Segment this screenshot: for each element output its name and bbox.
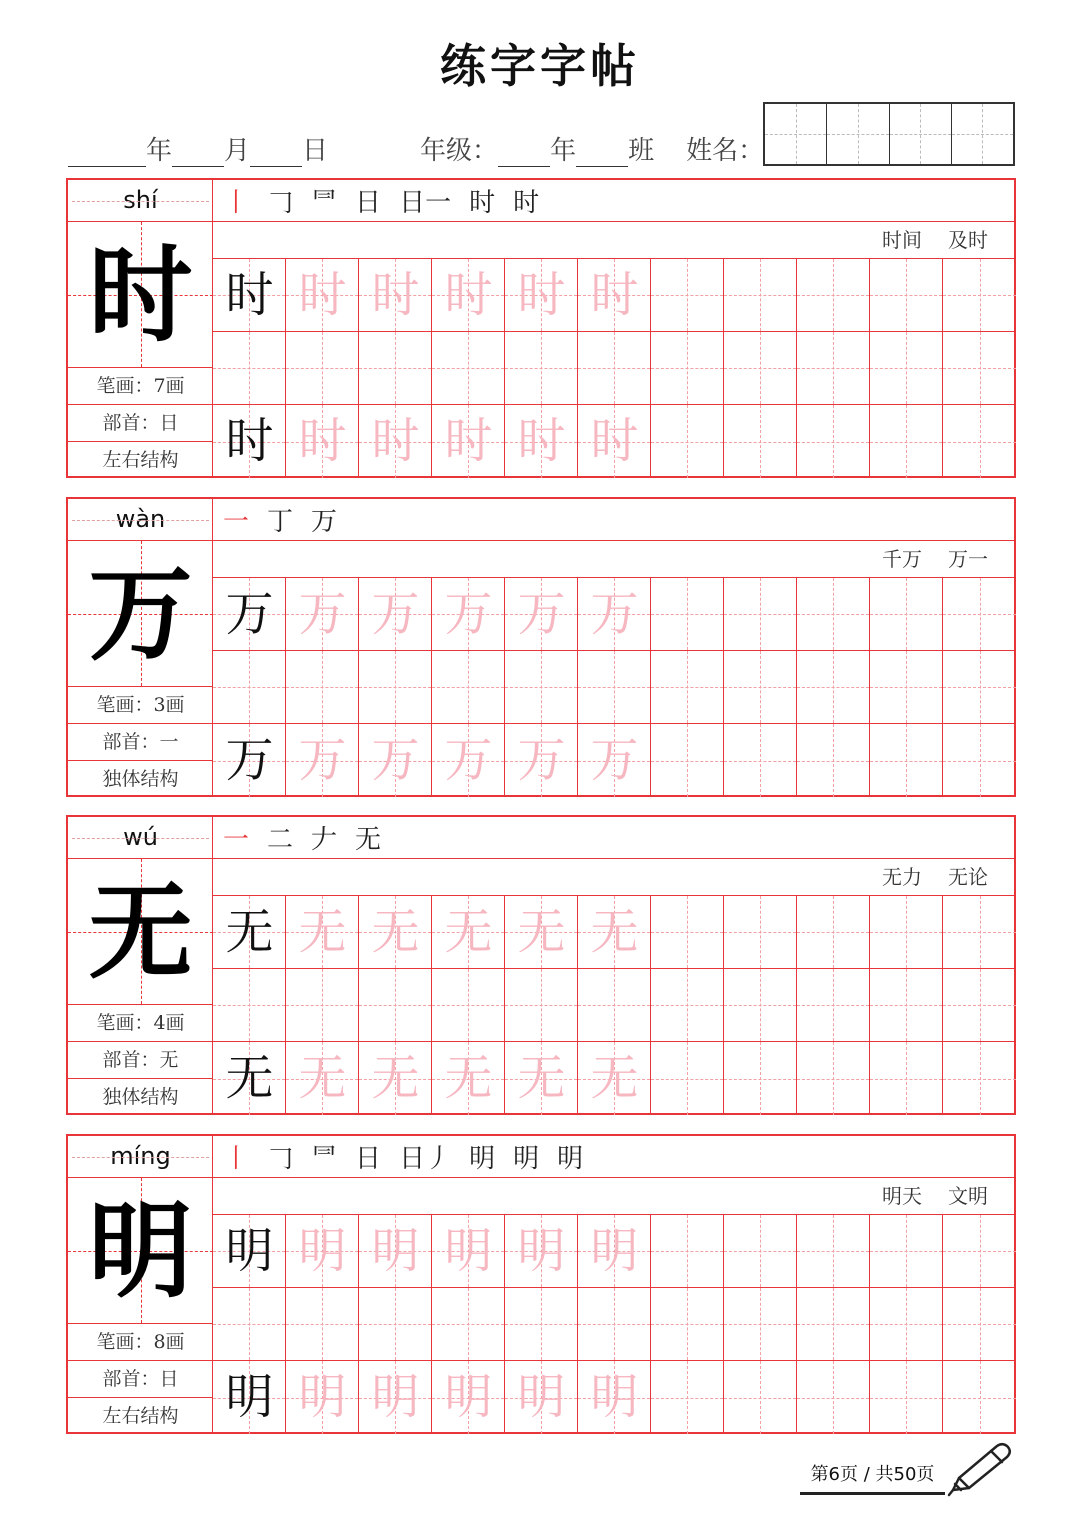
trace-char: 明 — [371, 1223, 420, 1279]
practice-cell[interactable] — [213, 1288, 286, 1361]
grade-label: 年级： — [420, 136, 499, 166]
trace-char: 时 — [517, 267, 566, 323]
trace-char: 万 — [590, 586, 639, 642]
practice-cell[interactable] — [943, 332, 1016, 405]
practice-cell[interactable] — [724, 651, 797, 724]
practice-cell[interactable] — [651, 724, 724, 797]
practice-cell[interactable] — [651, 1361, 724, 1434]
practice-cell[interactable] — [505, 332, 578, 405]
trace-char: 明 — [590, 1369, 639, 1425]
practice-cell[interactable] — [213, 969, 286, 1042]
trace-char: 明 — [371, 1369, 420, 1425]
stroke-step: ⺜ — [311, 188, 338, 218]
practice-cell[interactable] — [943, 259, 1016, 332]
practice-cell[interactable] — [651, 1042, 724, 1115]
practice-cell[interactable] — [943, 405, 1016, 478]
practice-cell[interactable] — [213, 259, 286, 332]
stroke-order — [213, 1136, 1014, 1178]
sample-char: 明 — [225, 1369, 274, 1425]
name-box[interactable] — [765, 104, 827, 164]
practice-column — [213, 180, 1014, 476]
practice-cell[interactable] — [213, 724, 286, 797]
practice-cell[interactable] — [213, 405, 286, 478]
practice-cell[interactable] — [870, 1361, 943, 1434]
trace-char: 明 — [590, 1223, 639, 1279]
practice-cell[interactable] — [286, 724, 359, 797]
practice-column — [213, 1136, 1014, 1432]
stroke-step: 一 — [223, 825, 250, 855]
stroke-step: 二 — [267, 825, 294, 855]
practice-cell[interactable] — [724, 259, 797, 332]
practice-cell[interactable] — [724, 724, 797, 797]
example-words — [213, 541, 1014, 578]
practice-cell[interactable] — [286, 1042, 359, 1115]
practice-cell[interactable] — [797, 1361, 870, 1434]
sample-char: 时 — [225, 413, 274, 469]
year-label: 年 — [146, 136, 173, 166]
practice-cell[interactable] — [724, 405, 797, 478]
stroke-step: 丁 — [267, 507, 294, 537]
practice-cell[interactable] — [505, 896, 578, 969]
trace-char: 无 — [517, 904, 566, 960]
practice-cell[interactable] — [578, 1042, 651, 1115]
practice-cell[interactable] — [359, 651, 432, 724]
practice-cell[interactable] — [578, 896, 651, 969]
trace-char: 万 — [371, 732, 420, 788]
practice-cell[interactable] — [578, 969, 651, 1042]
model-char: 无 — [88, 870, 193, 993]
model-char: 万 — [88, 552, 193, 675]
practice-cell[interactable] — [797, 1215, 870, 1288]
stroke-step: 明 — [469, 1144, 496, 1174]
class-label: 班 — [628, 136, 655, 166]
practice-cell[interactable] — [505, 724, 578, 797]
char-block — [66, 1134, 1016, 1434]
sample-char: 万 — [225, 732, 274, 788]
char-block — [66, 497, 1016, 797]
trace-char: 无 — [298, 1050, 347, 1106]
stroke-step: 日丿 — [399, 1144, 452, 1174]
model-char-box — [68, 859, 213, 1005]
practice-cell[interactable] — [578, 1361, 651, 1434]
grade-blank[interactable] — [498, 139, 550, 167]
practice-cell[interactable] — [286, 332, 359, 405]
practice-cell[interactable] — [359, 1042, 432, 1115]
example-word: 文明 — [948, 1184, 988, 1208]
practice-cell[interactable] — [432, 651, 505, 724]
practice-cell[interactable] — [505, 259, 578, 332]
model-char: 明 — [88, 1189, 193, 1312]
practice-cell[interactable] — [797, 651, 870, 724]
practice-cell[interactable] — [724, 896, 797, 969]
trace-char: 无 — [517, 1050, 566, 1106]
practice-cell[interactable] — [286, 1361, 359, 1434]
example-word: 无力 — [882, 865, 922, 889]
practice-cell[interactable] — [359, 1361, 432, 1434]
practice-cell[interactable] — [432, 332, 505, 405]
practice-column — [213, 499, 1014, 795]
stroke-count: 笔画：3画 — [68, 687, 213, 724]
structure: 独体结构 — [102, 1086, 179, 1108]
trace-char: 万 — [371, 586, 420, 642]
radical: 部首：一 — [68, 724, 213, 761]
trace-char: 万 — [517, 732, 566, 788]
practice-cell[interactable] — [432, 1215, 505, 1288]
practice-cell[interactable] — [651, 332, 724, 405]
trace-char: 万 — [298, 732, 347, 788]
practice-cell[interactable] — [797, 896, 870, 969]
trace-char: 无 — [444, 1050, 493, 1106]
trace-char: 时 — [590, 267, 639, 323]
trace-char: 时 — [444, 413, 493, 469]
practice-cell[interactable] — [578, 332, 651, 405]
practice-cell[interactable] — [943, 1361, 1016, 1434]
page-number: 第6页 / 共50页 — [800, 1460, 945, 1495]
practice-grid — [213, 578, 1016, 797]
practice-column — [213, 817, 1014, 1113]
stroke-step: ⺜ — [311, 1144, 338, 1174]
practice-cell[interactable] — [651, 969, 724, 1042]
sample-char: 无 — [225, 1050, 274, 1106]
practice-cell[interactable] — [359, 405, 432, 478]
practice-cell[interactable] — [213, 332, 286, 405]
trace-char: 无 — [298, 904, 347, 960]
example-words — [213, 1178, 1014, 1215]
trace-char: 时 — [590, 413, 639, 469]
practice-cell[interactable] — [286, 405, 359, 478]
practice-cell[interactable] — [578, 1215, 651, 1288]
name-label: 姓名： — [686, 136, 765, 166]
practice-cell[interactable] — [724, 1288, 797, 1361]
trace-char: 明 — [444, 1369, 493, 1425]
practice-cell[interactable] — [870, 1288, 943, 1361]
practice-cell[interactable] — [432, 578, 505, 651]
example-word: 时间 — [882, 228, 922, 252]
stroke-count: 笔画：7画 — [68, 368, 213, 405]
practice-cell[interactable] — [359, 724, 432, 797]
practice-cell[interactable] — [870, 578, 943, 651]
practice-cell[interactable] — [432, 1361, 505, 1434]
trace-char: 无 — [444, 904, 493, 960]
practice-cell[interactable] — [505, 578, 578, 651]
practice-cell[interactable] — [359, 578, 432, 651]
structure: 左右结构 — [102, 1405, 179, 1427]
practice-cell[interactable] — [505, 1288, 578, 1361]
page-title: 练字字帖 — [440, 39, 640, 93]
practice-cell[interactable] — [578, 405, 651, 478]
practice-cell[interactable] — [943, 896, 1016, 969]
class-blank[interactable] — [576, 139, 628, 167]
practice-cell[interactable] — [505, 405, 578, 478]
model-char-box — [68, 1178, 213, 1324]
practice-grid — [213, 1215, 1016, 1434]
practice-cell[interactable] — [943, 724, 1016, 797]
trace-char: 明 — [298, 1223, 347, 1279]
radical: 部首：日 — [68, 405, 213, 442]
pen-icon — [945, 1440, 1015, 1498]
practice-cell[interactable] — [870, 405, 943, 478]
stroke-step: 日 — [355, 1144, 382, 1174]
practice-cell[interactable] — [578, 578, 651, 651]
practice-cell[interactable] — [286, 578, 359, 651]
practice-cell[interactable] — [797, 969, 870, 1042]
practice-cell[interactable] — [505, 1215, 578, 1288]
practice-cell[interactable] — [286, 259, 359, 332]
practice-cell[interactable] — [797, 578, 870, 651]
radical: 部首：日 — [68, 1361, 213, 1398]
practice-cell[interactable] — [870, 1215, 943, 1288]
practice-cell[interactable] — [213, 1361, 286, 1434]
trace-char: 万 — [590, 732, 639, 788]
practice-cell[interactable] — [359, 1215, 432, 1288]
practice-cell[interactable] — [943, 651, 1016, 724]
sample-char: 万 — [225, 586, 274, 642]
practice-cell[interactable] — [651, 259, 724, 332]
practice-cell[interactable] — [797, 1288, 870, 1361]
practice-cell[interactable] — [943, 1215, 1016, 1288]
char-block — [66, 178, 1016, 478]
trace-char: 无 — [590, 1050, 639, 1106]
stroke-step: 日 — [355, 188, 382, 218]
practice-cell[interactable] — [797, 1042, 870, 1115]
trace-char: 时 — [298, 267, 347, 323]
stroke-step: 丨 — [223, 1144, 250, 1174]
char-info-column — [68, 817, 213, 1113]
trace-char: 时 — [444, 267, 493, 323]
pinyin: wú — [68, 817, 213, 859]
practice-cell[interactable] — [286, 1215, 359, 1288]
practice-cell[interactable] — [578, 259, 651, 332]
model-char-box — [68, 541, 213, 687]
sample-char: 明 — [225, 1223, 274, 1279]
sample-char: 时 — [225, 267, 274, 323]
practice-cell[interactable] — [870, 896, 943, 969]
practice-cell[interactable] — [359, 896, 432, 969]
stroke-count: 笔画：8画 — [68, 1324, 213, 1361]
info-row — [68, 130, 764, 170]
practice-cell[interactable] — [724, 332, 797, 405]
practice-cell[interactable] — [359, 332, 432, 405]
day-blank[interactable] — [250, 139, 302, 167]
stroke-step: 明 — [513, 1144, 540, 1174]
example-words — [213, 859, 1014, 896]
stroke-step: 一 — [223, 507, 250, 537]
practice-cell[interactable] — [505, 651, 578, 724]
stroke-step: 时 — [513, 188, 540, 218]
day-label: 日 — [302, 136, 329, 166]
stroke-count: 笔画：4画 — [68, 1005, 213, 1042]
name-box[interactable] — [952, 104, 1013, 164]
practice-cell[interactable] — [359, 259, 432, 332]
month-label: 月 — [224, 136, 251, 166]
name-boxes[interactable] — [763, 102, 1015, 166]
practice-cell[interactable] — [870, 1042, 943, 1115]
practice-cell[interactable] — [724, 578, 797, 651]
structure: 独体结构 — [102, 768, 179, 790]
stroke-step: 万 — [311, 507, 338, 537]
practice-cell[interactable] — [870, 651, 943, 724]
practice-cell[interactable] — [432, 1042, 505, 1115]
practice-cell[interactable] — [724, 1215, 797, 1288]
practice-cell[interactable] — [651, 651, 724, 724]
practice-cell[interactable] — [943, 1288, 1016, 1361]
trace-char: 时 — [371, 267, 420, 323]
trace-char: 万 — [298, 586, 347, 642]
model-char-box — [68, 222, 213, 368]
stroke-step: 𠂇 — [311, 825, 338, 855]
practice-cell[interactable] — [651, 1215, 724, 1288]
trace-char: 时 — [371, 413, 420, 469]
practice-cell[interactable] — [432, 405, 505, 478]
example-word: 万一 — [948, 547, 988, 571]
practice-cell[interactable] — [724, 969, 797, 1042]
practice-cell[interactable] — [797, 724, 870, 797]
stroke-step: 𠃌 — [267, 188, 294, 218]
year-blank[interactable] — [68, 139, 146, 167]
grade-year-label: 年 — [550, 136, 577, 166]
practice-cell[interactable] — [213, 1215, 286, 1288]
practice-cell[interactable] — [943, 1042, 1016, 1115]
practice-cell[interactable] — [213, 651, 286, 724]
name-box[interactable] — [890, 104, 952, 164]
practice-cell[interactable] — [578, 724, 651, 797]
practice-cell[interactable] — [432, 259, 505, 332]
stroke-step: 日一 — [399, 188, 452, 218]
char-info-column — [68, 180, 213, 476]
practice-grid — [213, 259, 1016, 478]
trace-char: 时 — [517, 413, 566, 469]
practice-cell[interactable] — [651, 405, 724, 478]
practice-cell[interactable] — [432, 724, 505, 797]
practice-cell[interactable] — [286, 896, 359, 969]
practice-cell[interactable] — [797, 332, 870, 405]
stroke-step: 无 — [355, 825, 382, 855]
practice-cell[interactable] — [359, 969, 432, 1042]
practice-cell[interactable] — [359, 1288, 432, 1361]
example-word: 及时 — [948, 228, 988, 252]
practice-cell[interactable] — [943, 578, 1016, 651]
example-word: 千万 — [882, 547, 922, 571]
stroke-step: 𠃌 — [267, 1144, 294, 1174]
stroke-step: 明 — [557, 1144, 584, 1174]
stroke-order — [213, 180, 1014, 222]
practice-cell[interactable] — [797, 405, 870, 478]
practice-cell[interactable] — [870, 259, 943, 332]
practice-cell[interactable] — [432, 969, 505, 1042]
example-words — [213, 222, 1014, 259]
practice-cell[interactable] — [578, 1288, 651, 1361]
practice-cell[interactable] — [870, 724, 943, 797]
practice-cell[interactable] — [797, 259, 870, 332]
char-info-column — [68, 499, 213, 795]
structure: 左右结构 — [102, 449, 179, 471]
practice-cell[interactable] — [286, 1288, 359, 1361]
example-word: 明天 — [882, 1184, 922, 1208]
trace-char: 万 — [444, 732, 493, 788]
practice-cell[interactable] — [651, 1288, 724, 1361]
pinyin: shí — [68, 180, 213, 222]
practice-cell[interactable] — [213, 1042, 286, 1115]
practice-cell[interactable] — [651, 896, 724, 969]
practice-cell[interactable] — [505, 1042, 578, 1115]
example-word: 无论 — [948, 865, 988, 889]
radical: 部首：无 — [68, 1042, 213, 1079]
trace-char: 无 — [371, 904, 420, 960]
stroke-step: 丨 — [223, 188, 250, 218]
practice-cell[interactable] — [286, 969, 359, 1042]
model-char: 时 — [88, 233, 193, 356]
char-block — [66, 815, 1016, 1115]
practice-cell[interactable] — [724, 1361, 797, 1434]
practice-cell[interactable] — [505, 1361, 578, 1434]
stroke-order — [213, 817, 1014, 859]
practice-cell[interactable] — [651, 578, 724, 651]
char-info-column — [68, 1136, 213, 1432]
practice-cell[interactable] — [286, 651, 359, 724]
trace-char: 无 — [590, 904, 639, 960]
trace-char: 万 — [517, 586, 566, 642]
month-blank[interactable] — [172, 139, 224, 167]
practice-cell[interactable] — [432, 1288, 505, 1361]
stroke-order — [213, 499, 1014, 541]
practice-cell[interactable] — [870, 969, 943, 1042]
sample-char: 无 — [225, 904, 274, 960]
trace-char: 万 — [444, 586, 493, 642]
trace-char: 明 — [444, 1223, 493, 1279]
practice-cell[interactable] — [213, 578, 286, 651]
trace-char: 明 — [517, 1369, 566, 1425]
practice-cell[interactable] — [432, 896, 505, 969]
trace-char: 明 — [298, 1369, 347, 1425]
practice-cell[interactable] — [505, 969, 578, 1042]
stroke-step: 时 — [469, 188, 496, 218]
practice-cell[interactable] — [724, 1042, 797, 1115]
practice-cell[interactable] — [213, 896, 286, 969]
trace-char: 时 — [298, 413, 347, 469]
practice-cell[interactable] — [578, 651, 651, 724]
name-box[interactable] — [827, 104, 889, 164]
trace-char: 无 — [371, 1050, 420, 1106]
pinyin: míng — [68, 1136, 213, 1178]
trace-char: 明 — [517, 1223, 566, 1279]
practice-cell[interactable] — [943, 969, 1016, 1042]
practice-cell[interactable] — [870, 332, 943, 405]
pinyin: wàn — [68, 499, 213, 541]
practice-grid — [213, 896, 1016, 1115]
